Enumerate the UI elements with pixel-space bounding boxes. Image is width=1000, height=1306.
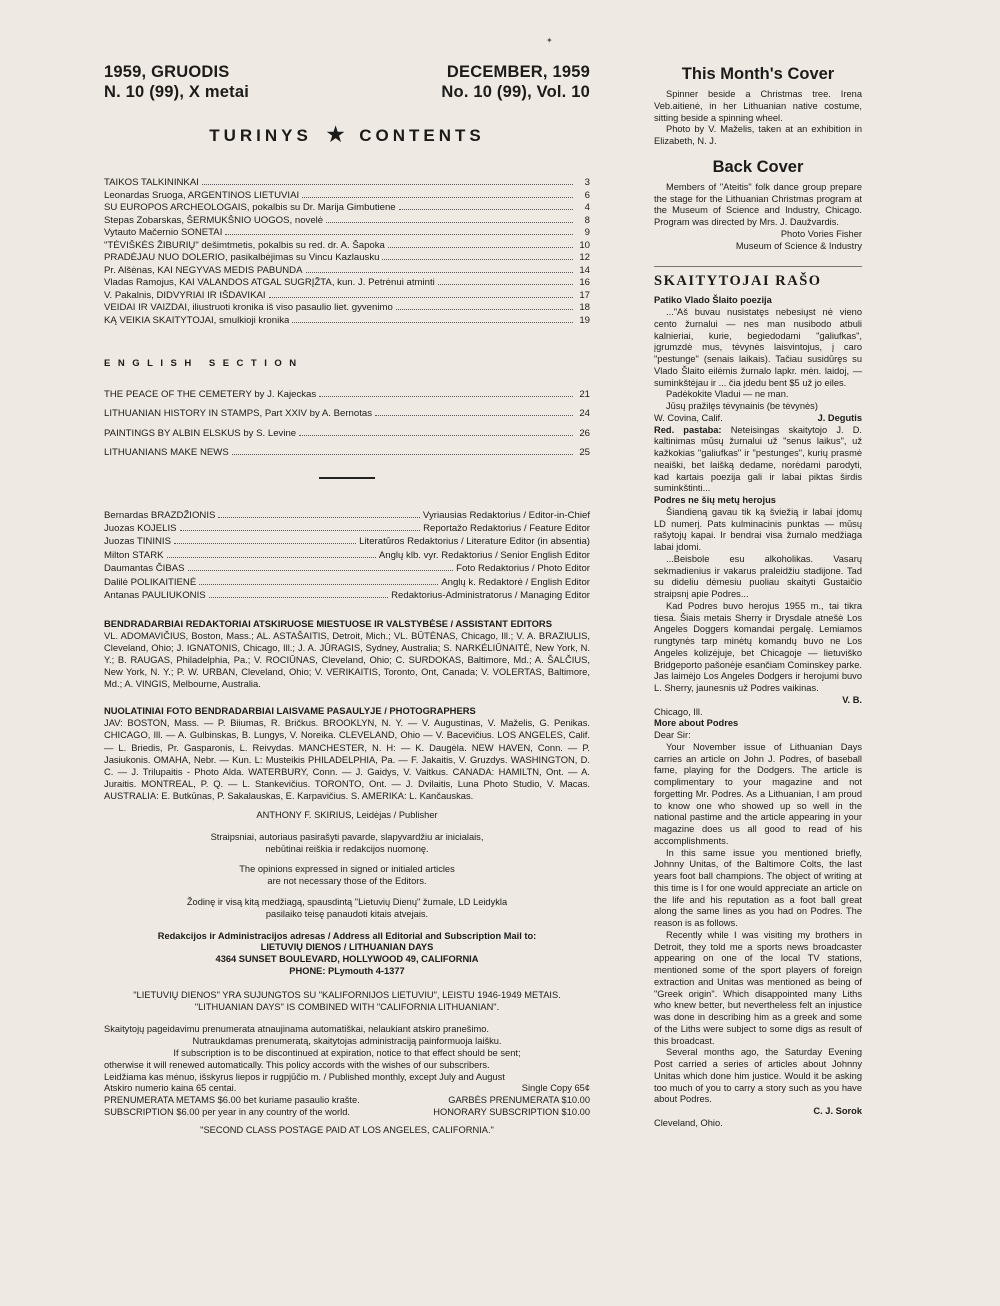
issue-date-lt: 1959, GRUODIS: [104, 63, 230, 81]
toc-entry-page: 3: [584, 177, 590, 188]
assistant-editors: [104, 618, 590, 691]
note-rights-line: Žodinę ir visą kitą medžiagą, spausdintą "Lietuvių Dienų" žurnale, LD Leidykla: [186, 897, 508, 908]
address-line: 4364 SUNSET BOULEVARD, HOLLYWOOD 49, CALIFORNIA: [215, 954, 479, 965]
dot-leader: [180, 530, 421, 531]
dot-leader: [218, 517, 419, 518]
dot-leader: [202, 184, 573, 185]
toc-entry-page: 16: [579, 277, 590, 289]
toc-entry-title: PRADĖJAU NUO DOLERIO, pasikalbėjimas su Vincu Kazlausku: [104, 252, 380, 264]
staff-entry: [104, 549, 590, 562]
single-copy-en: Single Copy 65¢: [521, 1083, 590, 1094]
staff-entry: [104, 576, 590, 589]
address-line: LIETUVIŲ DIENOS / LITHUANIAN DAYS: [260, 942, 434, 953]
staff-role: Redaktorius-Administratorus / Managing Editor: [391, 590, 590, 602]
letter-salutation: Dear Sir:: [654, 730, 691, 740]
letter-paragraph: Your November issue of Lithuanian Days carries an article on John J. Podres, of baseball fame, playing for the Dodgers. The article is complimentary to your magazine and not forgetting Mr. Podres. As a Lithuanian, I am proud to know one who showed up so well in the national pastime and the article appearing in your magazine does us all good to read of his accomplishments.: [654, 741, 862, 846]
toc-entry: [104, 424, 590, 444]
table-of-contents: [104, 177, 590, 328]
toc-entry-page: 25: [579, 447, 590, 459]
staff-role: Anglų klb. vyr. Redaktorius / Senior English Editor: [378, 549, 590, 561]
issue-number-lt: N. 10 (99), X metai: [104, 83, 250, 101]
staff-list: [104, 509, 590, 603]
divider: [319, 477, 375, 479]
letter-paragraph: ..."Aš buvau nusistatęs nebesiųst nė vieno cento žurnalui — nes man nusibodo atbuli kalnieriai, kurie, begiedodami "galiufkas", įgrumzdė mus, tėvynės laisvintojus, į caro "pestunge" (senais laikais). Tačiau susidūręs su Vlado Šlaito eilėmis žurnalo lapkr. mėn. laidoj, — suminkštėjau ir ... čia įdedu bent $5 už jo eiles.: [654, 307, 862, 388]
subscription-line: Leidžiama kas mėnuo, išskyrus liepos ir rugpjūčio m. / Published monthly, except July and August: [104, 1071, 505, 1082]
toc-entry-page: 12: [579, 252, 590, 264]
letter-paragraph: In this same issue you mentioned briefly, Johnny Unitas, of the Baltimore Colts, the last years foot ball champions. The object of writing at this time is I for one would appreciate an article on the life and his reputation as a foot ball great along the same lines as you had on Podres. The reason is as follows.: [654, 847, 862, 928]
staff-entry: [104, 589, 590, 602]
cover-photo-credit: Photo by V. Maželis, taken at an exhibition in Elizabeth, N. J.: [654, 124, 862, 146]
note-rights-line: pasilaiko teisę panaudoti kitais atvejais.: [265, 908, 429, 919]
letter-paragraph: Kad Podres buvo herojus 1955 m., tai tikra tiesa. Šiais metais Sherry ir Drysdale atnešė Los Angeles Doggers komandai pergalę. Lemiamos rungtynės tarp minėtų komandų buvo ne Los Angeles kolizėjuje, bet Chicagoje — lietuviško Bridgeporto pašonėje esančiam Cominskey parke. Jas laimėjo Los Angeles Dodgers ir herojumi buvo L. Sherry, jaunesnis už Podres vaikinas.: [654, 600, 862, 693]
letter-heading: Podres ne šių metų herojus: [654, 495, 776, 505]
staff-name: Daumantas ČIBAS: [104, 563, 185, 575]
dot-leader: [438, 284, 573, 285]
masthead: [104, 62, 590, 102]
cover-title: This Month's Cover: [681, 65, 835, 83]
note-lt-line: Straipsniai, autoriaus pasirašyti pavarde, slapyvardžiu ar inicialais,: [210, 831, 484, 842]
staff-role: Reportažo Redaktorius / Feature Editor: [423, 523, 590, 535]
toc-entry: [104, 177, 590, 190]
subscription-line: otherwise it will renewed automatically. This policy accords with the wishes of our subscribers.: [104, 1059, 490, 1070]
letter-heading: More about Podres: [654, 718, 739, 729]
staff-entry: [104, 535, 590, 548]
dot-leader: [209, 597, 388, 598]
toc-entry-page: 19: [579, 315, 590, 327]
english-section-heading: ENGLISH SECTION: [104, 357, 304, 369]
toc-entry-page: 26: [579, 427, 590, 439]
assistant-editors-heading: BENDRADARBIAI REDAKTORIAI ATSKIRUOSE MIESTUOSE IR VALSTYBĖSE / ASSISTANT EDITORS: [104, 617, 552, 629]
cover-description: [654, 89, 862, 148]
toc-entry: [104, 215, 590, 228]
toc-entry-title: TAIKOS TALKININKAI: [104, 177, 199, 188]
toc-entry-title: Leonardas Sruoga, ARGENTINOS LIETUVIAI: [104, 189, 300, 201]
toc-entry: [104, 277, 590, 290]
dot-leader: [375, 415, 573, 416]
back-cover-credit: Museum of Science & Industry: [735, 240, 862, 251]
dot-leader: [199, 584, 438, 585]
dot-leader: [399, 209, 573, 210]
toc-entry-page: 9: [584, 227, 590, 239]
letter-paragraph: Padėkokite Vladui — ne man.: [666, 389, 789, 400]
dot-leader: [319, 396, 573, 397]
letter-place: W. Covina, Calif.: [654, 412, 723, 423]
price-en: SUBSCRIPTION $6.00 per year in any country of the world.: [104, 1106, 350, 1117]
toc-entry-page: 18: [579, 302, 590, 314]
single-copy-lt: Atskiro numerio kaina 65 centai.: [104, 1083, 237, 1094]
toc-entry-page: 17: [579, 289, 590, 301]
staff-role: Foto Redaktorius / Photo Editor: [456, 563, 590, 575]
dot-leader: [299, 435, 573, 436]
toc-entry-page: 4: [584, 202, 590, 214]
letter-signature: V. B.: [842, 694, 862, 705]
toc-entry: [104, 227, 590, 240]
toc-entry-title: Stepas Zobarskas, ŠERMUKŠNIO UOGOS, novelė: [104, 214, 324, 226]
assistant-editors-list: VL. ADOMAVIČIUS, Boston, Mass.; AL. ASTAŠAITIS, Detroit, Mich.; VL. BŪTĖNAS, Chicago, Ill.; V. A. BRAZIULIS, Cleveland, Ohio; J. IGNATONIS, Chicago, Ill.; J. A. JŪRAGIS, Sydney, Australia; S. NARKĖLIŪNAITĖ, New York, N. Y.; B. RAUGAS, Philadelphia, Pa.; V. ROCIŪNAS, Cleveland, Ohio; C. SURDOKAS, Baltimore, Md.; A. ŠALČIUS, New York, N. Y.; P. W. URBAN, Cleveland, Ohio; V. VERIKAITIS, Toronto, Ont, Canada; V. VOLERTAS, Baltimore, Md.; A. VINGIS, Melbourne, Australia.: [104, 629, 590, 690]
toc-entry: [104, 404, 590, 424]
dot-leader: [167, 557, 376, 558]
note-en: [104, 864, 590, 888]
cover-text: Spinner beside a Christmas tree. Irena Veb.aitienė, in her Lithuanian native costume, sitting beside a spinning wheel.: [654, 89, 862, 123]
toc-entry: [104, 240, 590, 253]
publisher: ANTHONY F. SKIRIUS, Leidėjas / Publisher: [256, 810, 438, 821]
phone: PHONE: PLymouth 4-1377: [289, 966, 405, 977]
toc-entry-page: 6: [584, 189, 590, 201]
photographers: [104, 705, 590, 802]
dot-leader: [326, 222, 573, 223]
toc-entry-title: VEIDAI IR VAIZDAI, iliustruoti kronika iš viso pasaulio liet. gyvenimo: [104, 302, 393, 314]
staff-entry: [104, 509, 590, 522]
issue-date-en: DECEMBER, 1959: [446, 63, 590, 81]
merge-line: "LITHUANIAN DAYS" IS COMBINED WITH "CALIFORNIA LITHUANIAN".: [194, 1001, 500, 1012]
letters-title: SKAITYTOJAI RAŠO: [654, 266, 862, 290]
dot-leader: [302, 197, 573, 198]
staff-role: Anglų k. Redaktorė / English Editor: [441, 576, 590, 588]
photographers-heading: NUOLATINIAI FOTO BENDRADARBIAI LAISVAME PASAULYJE / PHOTOGRAPHERS: [104, 705, 476, 717]
postage-notice: "SECOND CLASS POSTAGE PAID AT LOS ANGELES, CALIFORNIA.": [200, 1124, 494, 1135]
english-contents: [104, 385, 590, 463]
toc-entry-title: PAINTINGS BY ALBIN ELSKUS by S. Levine: [104, 427, 297, 439]
toc-entry-title: LITHUANIANS MAKE NEWS: [104, 447, 229, 459]
toc-entry-page: 10: [579, 239, 590, 251]
honorary-lt: GARBĖS PRENUMERATA $10.00: [448, 1095, 590, 1106]
star-icon: ★: [326, 124, 345, 146]
toc-entry-page: 14: [579, 264, 590, 276]
dot-leader: [388, 247, 573, 248]
dot-leader: [292, 322, 573, 323]
toc-entry-page: 24: [579, 408, 590, 420]
contents-title-lt: TURINYS: [209, 126, 312, 145]
toc-entry-title: Vytauto Mačernio SONETAI: [104, 227, 223, 239]
editor-note-label: Red. pastaba:: [654, 424, 722, 435]
dot-leader: [174, 543, 356, 544]
note-lt: [104, 832, 590, 856]
toc-entry: [104, 443, 590, 463]
note-lt-line: nebūtinai reiškia ir redakcijos nuomonę.: [265, 843, 429, 854]
toc-entry-page: 21: [579, 388, 590, 400]
contents-title-en: CONTENTS: [359, 126, 485, 145]
toc-entry: [104, 290, 590, 303]
toc-entry: [104, 190, 590, 203]
dot-leader: [188, 570, 454, 571]
staff-role: Literatūros Redaktorius / Literature Editor (in absentia): [359, 536, 590, 548]
address-heading: Redakcijos ir Administracijos adresas / Address all Editorial and Subscription Mail to:: [157, 930, 537, 941]
subscription-line: Skaitytojų pageidavimu prenumerata atnaujinama automatiškai, nelaukiant atskiro pranešimo.: [104, 1024, 489, 1035]
staff-role: Vyriausias Redaktorius / Editor-in-Chief: [422, 509, 590, 521]
toc-entry-title: KĄ VEIKIA SKAITYTOJAI, smulkioji kronika: [104, 315, 290, 327]
single-copy-row: [104, 1083, 590, 1095]
dot-leader: [306, 272, 573, 273]
editor-note: [654, 425, 862, 496]
dot-leader: [396, 309, 573, 310]
letter-paragraph: Recently while I was visiting my brothers in Detroit, they told me a sports news broadcaster appearing on one of the local TV stations, mentioned some of the sport players of foreign extraction and Unitas was mentioned as being of "Greek origin". Which disappointed many Liths who knew better, but nevertheless felt an injustice was done in describing him as a greek and some of the Liths were subject to some digs as result of this broadcast.: [654, 929, 862, 1046]
toc-entry: [104, 202, 590, 215]
letter-paragraph: Several months ago, the Saturday Evening Post carried a series of articles about Johnny Unitas which done him justice. Would it be asking too much of you to carry a story such as you have about Podres.: [654, 1047, 862, 1105]
subscription-line: Nutraukdamas prenumeratą, skaitytojas administraciją painformuoja laišku.: [192, 1036, 502, 1047]
staff-name: Dalilė POLIKAITIENĖ: [104, 576, 197, 588]
subscription-line: If subscription is to be discontinued at expiration, notice to that effect should be sent;: [173, 1048, 521, 1058]
back-cover-description: [654, 182, 862, 253]
staff-name: Antanas PAULIUKONIS: [104, 590, 206, 602]
price-row-lt: [104, 1095, 590, 1107]
back-cover-credit: Photo Vories Fisher: [780, 228, 862, 239]
toc-entry-title: LITHUANIAN HISTORY IN STAMPS, Part XXIV by A. Bernotas: [104, 408, 373, 420]
merge-notice: [104, 990, 590, 1014]
photographers-list: JAV: BOSTON, Mass. — P. Biiumas, R. Bričkus. BROOKLYN, N. Y. — V. Augustinas, V. Maželis, G. Penikas. CHICAGO, Ill. — A. Gulbinskas, B. Lungys, V. Noreika. CLEVELAND, Ohio — V. Bacevičius. LOS ANGELES, Calif. — L. Briedis, Pr. Gasparonis, L. Reivydas. MANCHESTER, N. H: — K. Daugėla. NEW HAVEN, Conn. — P. Jasiukonis. OMAHA, Nebr. — Kun. L: Musteikis PHILADELPHIA, Pa. — F. Jakaitis, V. Gruzdys. WASHINGTON, D. C. — J. Trilupaitis - Photo Alda. WATERBURY, Conn. — J. Gaidys, V. Vaitkus. CANADA: HAMILTN, Ont. — A. Juraitis. MONTREAL, P. Q. — L. Stankevičius. TORONTO, Ont. — J. Dvilaitis, Luna Photo Studio, V. Macas. AUSTRALIA: E. Butkūnas, P. Sakalauskas, E. Karpavičius. S. AMERIKA: L. Kančauskas.: [104, 717, 590, 801]
print-mark: ✦: [546, 36, 553, 45]
staff-name: Juozas TININIS: [104, 536, 172, 548]
toc-entry-title: THE PEACE OF THE CEMETERY by J. Kajeckas: [104, 388, 317, 400]
letter-paragraph: Jūsų pražilęs tėvynainis (be tėvynės): [666, 401, 818, 411]
dot-leader: [269, 297, 573, 298]
toc-entry-title: V. Pakalnis, DIDVYRIAI IR IŠDAVIKAI: [104, 289, 266, 301]
contents-title: [104, 122, 590, 147]
note-rights: [104, 897, 590, 921]
letter-paragraph: Šiandieną gavau tik ką šviežią ir labai įdomų LD numerį. Pats kulminacinis punktas — mūsų rašytojų kapai. Ir bendrai visa žurnalo medžiaga labai įdomi.: [654, 506, 862, 552]
toc-entry-title: Pr. Alšėnas, KAI NEGYVAS MEDIS PABUNDA: [104, 264, 303, 276]
right-column: [654, 64, 862, 1130]
letter-paragraph: ...Beisbole esu alkoholikas. Vasarų sekmadienius ir vakarus praleidžiu stadijone. Tad su dideliu dėmesiu puoliau skaityti Gustaičio straipsnį apie Podres...: [654, 553, 862, 599]
letter-signature: J. Degutis: [817, 412, 862, 423]
left-column: [104, 62, 590, 1137]
address-block: [104, 931, 590, 978]
back-cover-title: Back Cover: [712, 157, 804, 176]
toc-entry: [104, 252, 590, 265]
staff-entry: [104, 522, 590, 535]
toc-entry-title: Vladas Ramojus, KAI VALANDOS ATGAL SUGRĮŽTA, kun. J. Petrėnui atminti: [104, 277, 435, 289]
letter-place: Cleveland, Ohio.: [654, 1117, 723, 1128]
price-lt: PRENUMERATA METAMS $6.00 bet kuriame pasaulio krašte.: [104, 1095, 360, 1106]
merge-line: "LIETUVIŲ DIENOS" YRA SUJUNGTOS SU "KALIFORNIJOS LIETUVIU", LEISTU 1946-1949 METAIS.: [133, 989, 561, 1000]
letter-place: Chicago, Ill.: [654, 706, 703, 717]
note-en-line: are not necessary those of the Editors.: [267, 876, 427, 887]
dot-leader: [225, 234, 573, 235]
honorary-en: HONORARY SUBSCRIPTION $10.00: [433, 1106, 590, 1117]
toc-entry: [104, 265, 590, 278]
toc-entry-title: "TĖVIŠKĖS ŽIBURIŲ" dešimtmetis, pokalbis su red. dr. A. Šapoka: [104, 239, 385, 251]
toc-entry: [104, 302, 590, 315]
price-row-en: [104, 1107, 590, 1119]
toc-entry: [104, 385, 590, 405]
staff-name: Milton STARK: [104, 549, 164, 561]
staff-name: Juozas KOJELIS: [104, 523, 177, 535]
toc-entry: [104, 315, 590, 328]
letter-heading: Patiko Vlado Šlaito poezija: [654, 295, 772, 306]
toc-entry-page: 8: [584, 214, 590, 226]
editor-note-text: Neteisingas skaitytojo J. D. kaltinimas mūsų žurnalui už "senus laikus", už kažkokias "galiufkas" ir "pestunges", kurių prasmė neaiški, bet laišką dedame, norėdami parodyti, kad kartais poezija gali ir labai piktas širdis suminkštinti...: [654, 424, 862, 494]
letter-signature: C. J. Sorok: [813, 1106, 862, 1116]
letters: [654, 295, 862, 1129]
toc-entry-title: SU EUROPOS ARCHEOLOGAIS, pokalbis su Dr. Marija Gimbutiene: [104, 202, 396, 214]
issue-number-en: No. 10 (99), Vol. 10: [441, 83, 590, 101]
dot-leader: [382, 259, 573, 260]
back-cover-text: Members of "Ateitis" folk dance group prepare the stage for the Lithuanian Christmas program at the Museum of Science and Industry, Chicago. Program was directed by Mrs. J. Daužvardis.: [654, 181, 862, 227]
subscription-info: [104, 1024, 590, 1136]
staff-entry: [104, 562, 590, 575]
dot-leader: [232, 454, 573, 455]
letter-signature-row: [654, 413, 862, 425]
staff-name: Bernardas BRAZDŽIONIS: [104, 509, 216, 521]
note-en-line: The opinions expressed in signed or initialed articles: [239, 864, 455, 875]
